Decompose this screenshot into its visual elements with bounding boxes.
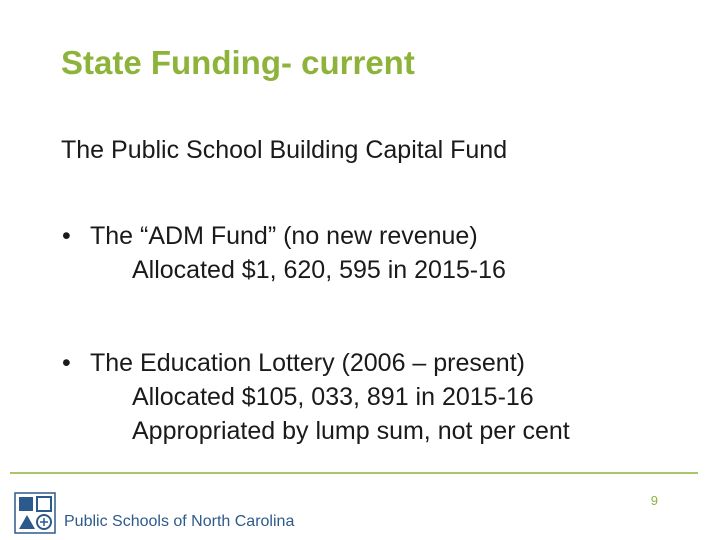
bullet-subline: Allocated $105, 033, 891 in 2015-16	[132, 383, 534, 411]
bullet-subline: Allocated $1, 620, 595 in 2015-16	[132, 256, 506, 284]
bullet-text: The Education Lottery (2006 – present)	[90, 349, 525, 377]
bullet-marker: •	[62, 349, 71, 377]
slide-subtitle: The Public School Building Capital Fund	[61, 136, 508, 164]
bullet-subline: Appropriated by lump sum, not per cent	[132, 417, 570, 445]
nc-state-seal-icon	[14, 492, 56, 534]
slide-title: State Funding- current	[61, 44, 415, 81]
footer-divider	[10, 472, 698, 474]
bullet-text: The “ADM Fund” (no new revenue)	[90, 222, 478, 250]
bullet-marker: •	[62, 222, 71, 250]
organization-name: Public Schools of North Carolina	[64, 513, 295, 530]
bullet-item	[62, 346, 570, 448]
page-number: 9	[650, 493, 658, 508]
bullet-item	[62, 219, 506, 287]
